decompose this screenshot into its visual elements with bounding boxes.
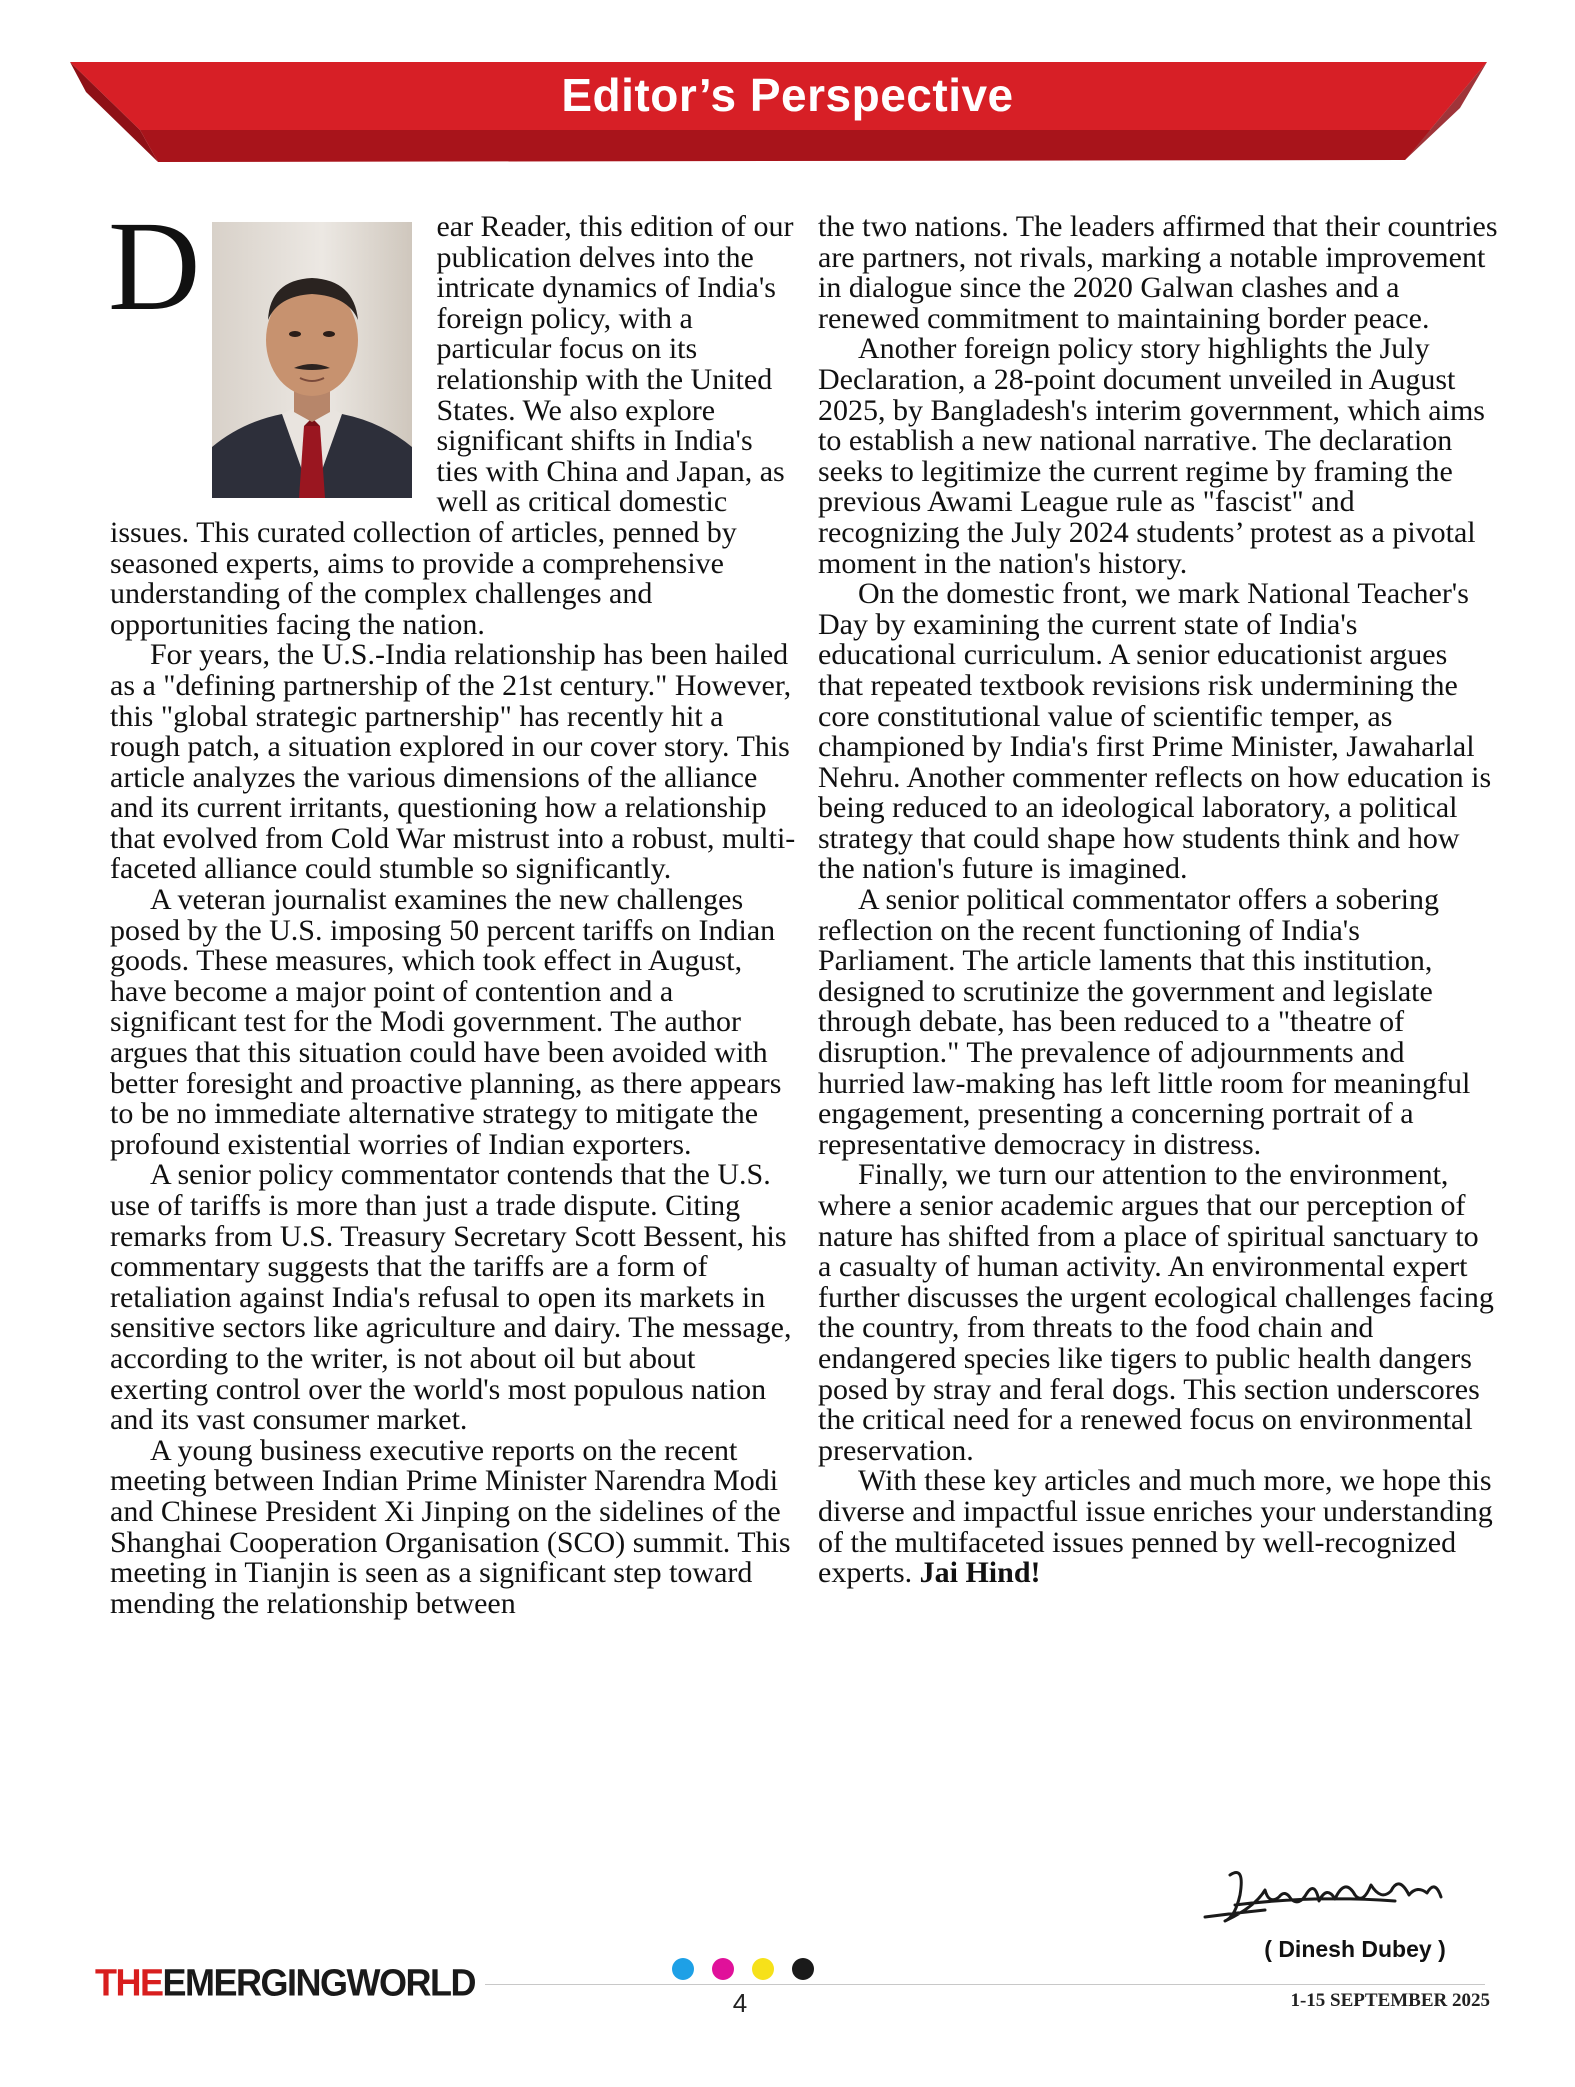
yellow-dot [752,1958,774,1980]
article-paragraph: A senior policy commentator contends that the U.S. use of tariffs is more than just a trade dispute. Citing remarks from U.S. Treasury Secretary Scott Bessent, his commentary suggests that the tariffs are a form of retaliation against India's refusal to open its markets in sensitive sectors like agriculture and dairy. The message, according to the writer, is not about oil but about exerting control over the world's most populous nation and its vast consumer market. [110,1158,792,1437]
article-paragraph: A young business executive reports on the recent meeting between Indian Prime Minister Narendra Modi and Chinese President Xi Jinping on the sidelines of the Shanghai Cooperation Organisation (SCO) summit. This meeting in Tianjin is seen as a significant step toward mending the relationship between [110,1433,791,1620]
magenta-dot [712,1958,734,1980]
page-number: 4 [732,1988,748,2018]
paragraph-text: ear Reader, this edition of our publication delves into the intricate dynamics of India's foreign policy, with a particular focus on its relationship with the United States. We also explore significant shifts in India's ties with China and Japan, as well as critical domestic issues. This curated collection of articles, penned by seasoned experts, aims to provide a comprehensive understanding of the complex challenges and opportunities facing the nation. [110,210,794,641]
article-column-left [108,195,800,1620]
closing-text: With these key articles and much more, we hope this diverse and impactful issue enriches your understanding of the multifaceted issues penned by well-recognized experts. [818,1464,1493,1590]
closing-salutation: Jai Hind! [919,1556,1041,1590]
editor-name: ( Dinesh Dubey ) [1264,1936,1446,1962]
logo-rest: EMERGINGWORLD [162,1960,475,2004]
registration-marks [672,1958,832,1982]
black-dot [792,1958,814,1980]
editor-portrait [212,222,412,498]
article-paragraph: A senior political commentator offers a sobering reflection on the recent functioning of India's Parliament. The article laments that this institution, designed to scrutinize the government and legislate through debate, has been reduced to a "theatre of disruption." The prevalence of adjournments and hurried law-making has left little room for meaningful engagement, presenting a concerning portrait of a representative democracy in distress. [818,883,1471,1161]
footer-divider [485,1984,1485,1985]
article-paragraph: On the domestic front, we mark National Teacher's Day by examining the current state of India's educational curriculum. A senior educationist argues that repeated textbook revisions risk undermining the core constitutional value of scientific temper, as championed by India's first Prime Minister, Jawaharlal Nehru. Another commenter reflects on how education is being reduced to an ideological laboratory, a political strategy that could shape how students think and how the nation's future is imagined. [818,577,1492,886]
article-column-right [818,212,1498,1589]
article-paragraph: For years, the U.S.-India relationship has been hailed as a "defining partnership of the 21st century." However, this "global strategic partnership" has recently hit a rough patch, a situation explored in our cover story. This article analyzes the various dimensions of the alliance and its current irritants, questioning how a relationship that evolved from Cold War mistrust into a robust, multi-faceted alliance could stumble so significantly. [110,638,796,886]
intro-paragraph [108,195,800,641]
issue-date: 1-15 SEPTEMBER 2025 [1290,1990,1490,2011]
article-paragraph: Another foreign policy story highlights the July Declaration, a 28-point document unveiled in August 2025, by Bangladesh's interim government, which aims to establish a new national narrative. The declaration seeks to legitimize the current regime by framing the previous Awami League rule as "fascist" and recognizing the July 2024 students’ protest as a pivotal moment in the nation's history. [818,332,1485,580]
header-banner [0,0,1575,170]
article-paragraph-continued: the two nations. The leaders affirmed that their countries are partners, not rivals, marking a notable improvement in dialogue since the 2020 Galwan clashes and a renewed commitment to maintaining border peace. [818,210,1498,335]
article-paragraph: Finally, we turn our attention to the environment, where a senior academic argues that our perception of nature has shifted from a place of spiritual sanctuary to a casualty of human activity. An environmental expert further discusses the urgent ecological challenges facing the country, from threats to the food chain and endangered species like tigers to public health dangers posed by stray and feral dogs. This section underscores the critical need for a renewed focus on environmental preservation. [818,1158,1494,1467]
handwritten-signature [1195,1855,1495,1935]
page-title: Editor’s Perspective [561,69,1014,121]
cyan-dot [672,1958,694,1980]
article-paragraph: A veteran journalist examines the new challenges posed by the U.S. imposing 50 percent tariffs on Indian goods. These measures, which took effect in August, have become a major point of contention and a significant test for the Modi government. The author argues that this situation could have been avoided with better foresight and proactive planning, as there appears to be no immediate alternative strategy to mitigate the profound existential worries of Indian exporters. [110,883,782,1161]
publication-logo [95,1961,475,2005]
drop-cap: D [108,195,201,337]
closing-paragraph [818,1466,1498,1588]
logo-the: THE [95,1960,163,2004]
